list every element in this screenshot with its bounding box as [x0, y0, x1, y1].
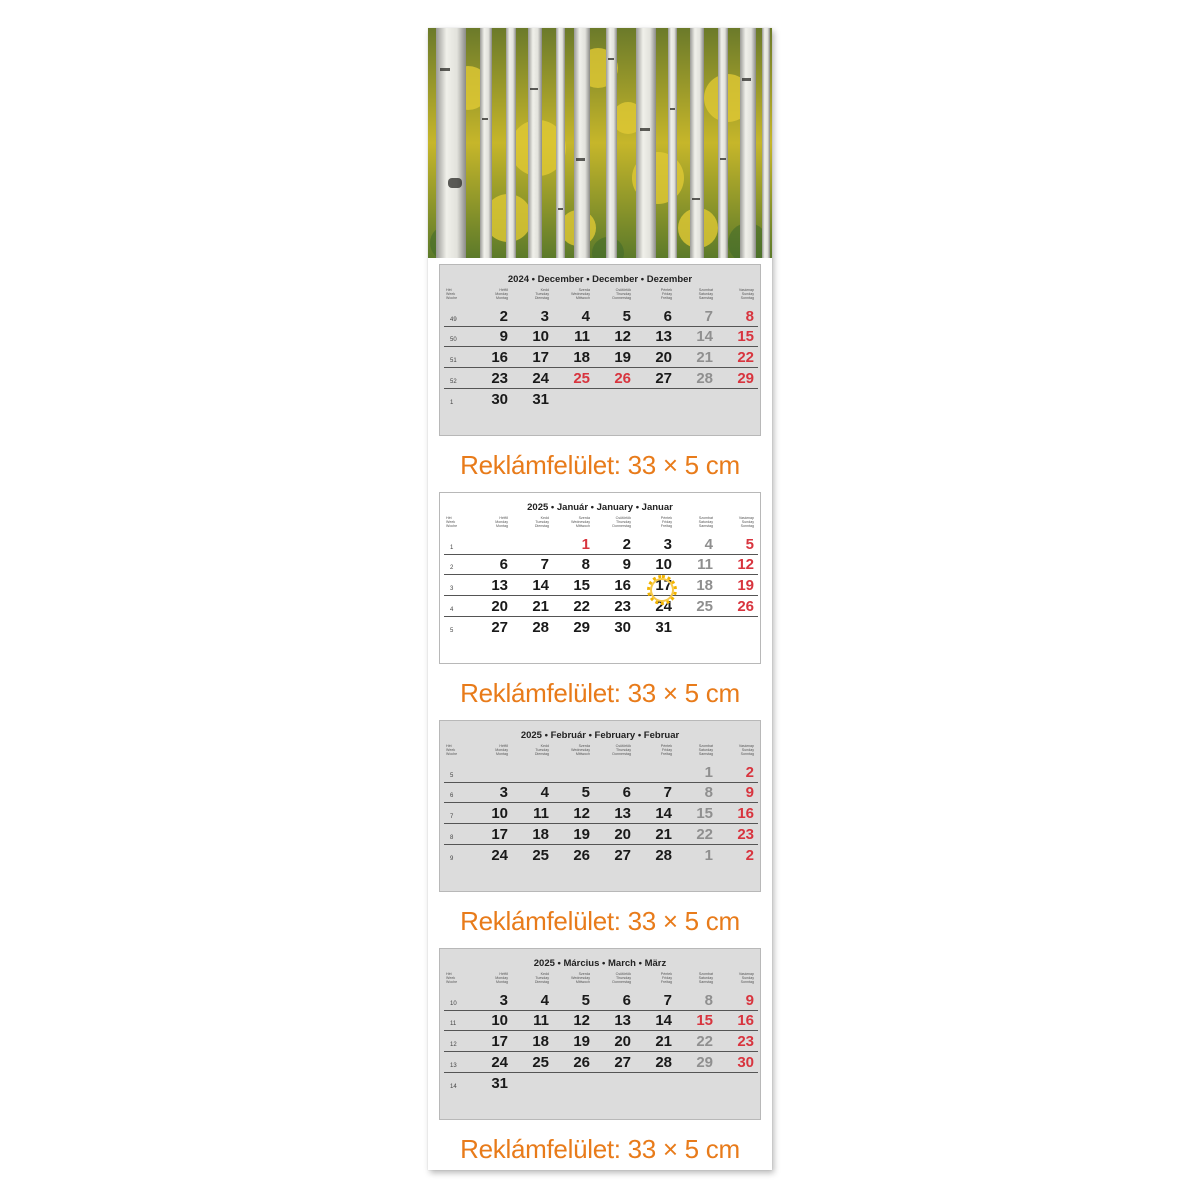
day-number: 14: [696, 328, 713, 346]
day-number: 3: [663, 535, 672, 553]
weekday-header: Kedd Tuesday Dienstag: [534, 972, 549, 985]
day-number: 13: [491, 577, 508, 595]
day-number: 7: [704, 307, 713, 325]
day-number: 5: [581, 991, 590, 1009]
day-number: 13: [614, 805, 631, 823]
day-number: 10: [491, 805, 508, 823]
weekday-header: Hétfő Monday Montag: [495, 288, 508, 301]
day-number: 4: [581, 307, 590, 325]
day-number: 12: [614, 328, 631, 346]
ad-space-label: Reklámfelület: 33 × 5 cm: [460, 450, 740, 480]
day-number: 17: [491, 1033, 508, 1051]
day-number: 3: [540, 307, 549, 325]
day-number: 15: [696, 805, 713, 823]
day-number: 30: [737, 1053, 754, 1071]
day-number: 6: [499, 556, 508, 574]
week-number: 52: [450, 378, 457, 385]
day-number: 8: [581, 556, 590, 574]
date-marker-ring[interactable]: [647, 575, 677, 605]
weekday-header: Péntek Friday Freitag: [660, 744, 672, 757]
weekday-header: Vasárnap Sunday Sonntag: [738, 288, 754, 301]
day-number: 31: [491, 1074, 508, 1092]
week-row: [444, 844, 758, 865]
weekday-header: Hétfő Monday Montag: [495, 972, 508, 985]
week-number: 12: [450, 1042, 457, 1049]
day-number: 13: [614, 1012, 631, 1030]
month-block: [439, 264, 761, 436]
day-number: 1: [704, 763, 713, 781]
day-number: 3: [499, 784, 508, 802]
weekday-header: Vasárnap Sunday Sonntag: [738, 972, 754, 985]
week-number: 5: [450, 627, 454, 634]
ad-space-label: Reklámfelület: 33 × 5 cm: [460, 906, 740, 936]
weekday-header: Szombat Saturday Samstag: [698, 288, 713, 301]
day-number: 26: [737, 597, 754, 615]
wall-calendar: [428, 28, 772, 1170]
week-row: [444, 1072, 758, 1093]
day-number: 1: [581, 535, 590, 553]
month-block: [439, 720, 761, 892]
week-column-header: Hét Week Woche: [446, 744, 458, 757]
week-column-header: Hét Week Woche: [446, 288, 458, 301]
day-number: 7: [663, 991, 672, 1009]
week-row: [444, 616, 758, 637]
day-number: 18: [696, 577, 713, 595]
weekday-header: Hétfő Monday Montag: [495, 744, 508, 757]
week-number: 11: [450, 1021, 457, 1028]
day-number: 23: [614, 597, 631, 615]
week-row: [444, 554, 758, 576]
day-number: 17: [491, 825, 508, 843]
day-number: 25: [696, 597, 713, 615]
week-row: [444, 989, 758, 1011]
day-number: 19: [737, 577, 754, 595]
week-row: [444, 367, 758, 389]
month-title: 2024 • December • December • Dezember: [507, 274, 693, 285]
day-number: 20: [491, 597, 508, 615]
weekday-header: Péntek Friday Freitag: [660, 972, 672, 985]
day-number: 4: [540, 991, 549, 1009]
day-number: 10: [655, 556, 672, 574]
day-number: 28: [696, 369, 713, 387]
week-column-header: Hét Week Woche: [446, 972, 458, 985]
day-number: 6: [663, 307, 672, 325]
week-row: [444, 326, 758, 348]
week-row: [444, 803, 758, 825]
day-number: 1: [704, 846, 713, 864]
day-number: 18: [532, 1033, 549, 1051]
day-number: 24: [532, 369, 549, 387]
weekday-header: Péntek Friday Freitag: [660, 516, 672, 529]
day-number: 27: [491, 618, 508, 636]
day-number: 29: [737, 369, 754, 387]
weekday-header: Csütörtök Thursday Donnerstag: [612, 744, 631, 757]
day-number: 24: [491, 1053, 508, 1071]
week-number: 49: [450, 316, 457, 323]
day-number: 7: [663, 784, 672, 802]
day-number: 10: [491, 1012, 508, 1030]
day-number: 10: [532, 328, 549, 346]
week-column-header: Hét Week Woche: [446, 516, 458, 529]
day-number: 31: [655, 618, 672, 636]
day-number: 30: [491, 390, 508, 408]
day-number: 15: [573, 577, 590, 595]
day-number: 6: [622, 991, 631, 1009]
day-number: 5: [581, 784, 590, 802]
week-row: [444, 1051, 758, 1073]
day-number: 4: [704, 535, 713, 553]
week-row: [444, 575, 758, 597]
day-number: 2: [499, 307, 508, 325]
day-number: 26: [573, 846, 590, 864]
day-number: 12: [573, 805, 590, 823]
ad-space-label: Reklámfelület: 33 × 5 cm: [460, 678, 740, 708]
weekday-header: Szombat Saturday Samstag: [698, 972, 713, 985]
day-number: 11: [533, 1012, 549, 1030]
weekday-header: Kedd Tuesday Dienstag: [534, 516, 549, 529]
week-row: [444, 782, 758, 804]
day-number: 26: [573, 1053, 590, 1071]
month-title: 2025 • Február • February • Februar: [520, 730, 680, 741]
week-number: 51: [450, 358, 457, 365]
month-block: [439, 492, 761, 664]
day-number: 2: [622, 535, 631, 553]
day-number: 25: [532, 1053, 549, 1071]
week-number: 2: [450, 565, 454, 572]
week-row: [444, 1031, 758, 1053]
day-number: 16: [737, 805, 754, 823]
day-number: 5: [622, 307, 631, 325]
day-number: 14: [655, 1012, 672, 1030]
week-row: [444, 595, 758, 617]
day-number: 9: [745, 991, 754, 1009]
week-number: 1: [450, 544, 454, 551]
weekday-header: Szerda Wednesday Mittwoch: [571, 288, 590, 301]
ad-space-label: Reklámfelület: 33 × 5 cm: [460, 1134, 740, 1164]
day-number: 22: [737, 349, 754, 367]
day-number: 2: [745, 846, 754, 864]
day-number: 23: [737, 1033, 754, 1051]
weekday-header: Szombat Saturday Samstag: [698, 744, 713, 757]
day-number: 20: [614, 825, 631, 843]
day-number: 22: [573, 597, 590, 615]
day-number: 8: [704, 991, 713, 1009]
weekday-header: Szerda Wednesday Mittwoch: [571, 516, 590, 529]
week-row: [444, 533, 758, 555]
day-number: 21: [655, 1033, 672, 1051]
day-number: 9: [622, 556, 631, 574]
day-number: 17: [532, 349, 549, 367]
week-number: 9: [450, 855, 454, 862]
day-number: 25: [532, 846, 549, 864]
day-number: 5: [745, 535, 754, 553]
weekday-header: Szerda Wednesday Mittwoch: [571, 972, 590, 985]
week-number: 5: [450, 772, 454, 779]
day-number: 17: [655, 577, 672, 595]
week-number: 3: [450, 586, 454, 593]
weekday-header: Csütörtök Thursday Donnerstag: [612, 516, 631, 529]
day-number: 27: [655, 369, 672, 387]
day-number: 24: [491, 846, 508, 864]
weekday-header: Kedd Tuesday Dienstag: [534, 744, 549, 757]
day-number: 29: [696, 1053, 713, 1071]
month-title: 2025 • Január • January • Januar: [527, 502, 673, 513]
month-title: 2025 • Március • March • März: [533, 958, 667, 969]
day-number: 2: [745, 763, 754, 781]
day-number: 30: [614, 618, 631, 636]
week-number: 1: [450, 399, 454, 406]
weekday-header: Csütörtök Thursday Donnerstag: [612, 288, 631, 301]
day-number: 12: [737, 556, 754, 574]
day-number: 8: [704, 784, 713, 802]
day-number: 4: [540, 784, 549, 802]
week-row: [444, 823, 758, 845]
weekday-header: Péntek Friday Freitag: [660, 288, 672, 301]
day-number: 18: [532, 825, 549, 843]
day-number: 16: [737, 1012, 754, 1030]
day-number: 19: [573, 1033, 590, 1051]
day-number: 27: [614, 846, 631, 864]
week-number: 6: [450, 793, 454, 800]
weekday-header: Vasárnap Sunday Sonntag: [738, 744, 754, 757]
day-number: 28: [532, 618, 549, 636]
day-number: 24: [655, 597, 672, 615]
day-number: 14: [532, 577, 549, 595]
weekday-header: Szombat Saturday Samstag: [698, 516, 713, 529]
weekday-header: Hétfő Monday Montag: [495, 516, 508, 529]
week-row: [444, 347, 758, 369]
day-number: 20: [614, 1033, 631, 1051]
day-number: 20: [655, 349, 672, 367]
week-row: [444, 761, 758, 783]
month-block: [439, 948, 761, 1120]
weekday-header: Csütörtök Thursday Donnerstag: [612, 972, 631, 985]
day-number: 22: [696, 825, 713, 843]
day-number: 3: [499, 991, 508, 1009]
day-number: 12: [573, 1012, 590, 1030]
day-number: 11: [697, 556, 713, 574]
day-number: 11: [533, 805, 549, 823]
birch-forest-photo: [428, 28, 772, 258]
day-number: 29: [573, 618, 590, 636]
week-number: 4: [450, 606, 454, 613]
day-number: 14: [655, 805, 672, 823]
weekday-header: Szerda Wednesday Mittwoch: [571, 744, 590, 757]
week-number: 13: [450, 1062, 457, 1069]
weekday-header: Kedd Tuesday Dienstag: [534, 288, 549, 301]
week-number: 8: [450, 834, 454, 841]
day-number: 23: [737, 825, 754, 843]
week-number: 10: [450, 1000, 457, 1007]
day-number: 19: [573, 825, 590, 843]
day-number: 21: [655, 825, 672, 843]
day-number: 16: [491, 349, 508, 367]
birch-forest-image: [428, 28, 772, 258]
day-number: 16: [614, 577, 631, 595]
week-row: [444, 1010, 758, 1032]
day-number: 31: [532, 390, 549, 408]
day-number: 28: [655, 1053, 672, 1071]
day-number: 13: [655, 328, 672, 346]
day-number: 26: [614, 369, 631, 387]
week-number: 14: [450, 1083, 457, 1090]
day-number: 21: [532, 597, 549, 615]
week-row: [444, 305, 758, 327]
day-number: 22: [696, 1033, 713, 1051]
day-number: 15: [737, 328, 754, 346]
day-number: 28: [655, 846, 672, 864]
day-number: 27: [614, 1053, 631, 1071]
weekday-header: Vasárnap Sunday Sonntag: [738, 516, 754, 529]
day-number: 9: [499, 328, 508, 346]
day-number: 7: [540, 556, 549, 574]
day-number: 21: [696, 349, 713, 367]
day-number: 11: [574, 328, 590, 346]
day-number: 25: [573, 369, 590, 387]
week-number: 50: [450, 337, 457, 344]
day-number: 23: [491, 369, 508, 387]
week-row: [444, 388, 758, 409]
day-number: 19: [614, 349, 631, 367]
day-number: 9: [745, 784, 754, 802]
day-number: 8: [745, 307, 754, 325]
week-number: 7: [450, 814, 454, 821]
day-number: 18: [573, 349, 590, 367]
day-number: 15: [696, 1012, 713, 1030]
day-number: 6: [622, 784, 631, 802]
